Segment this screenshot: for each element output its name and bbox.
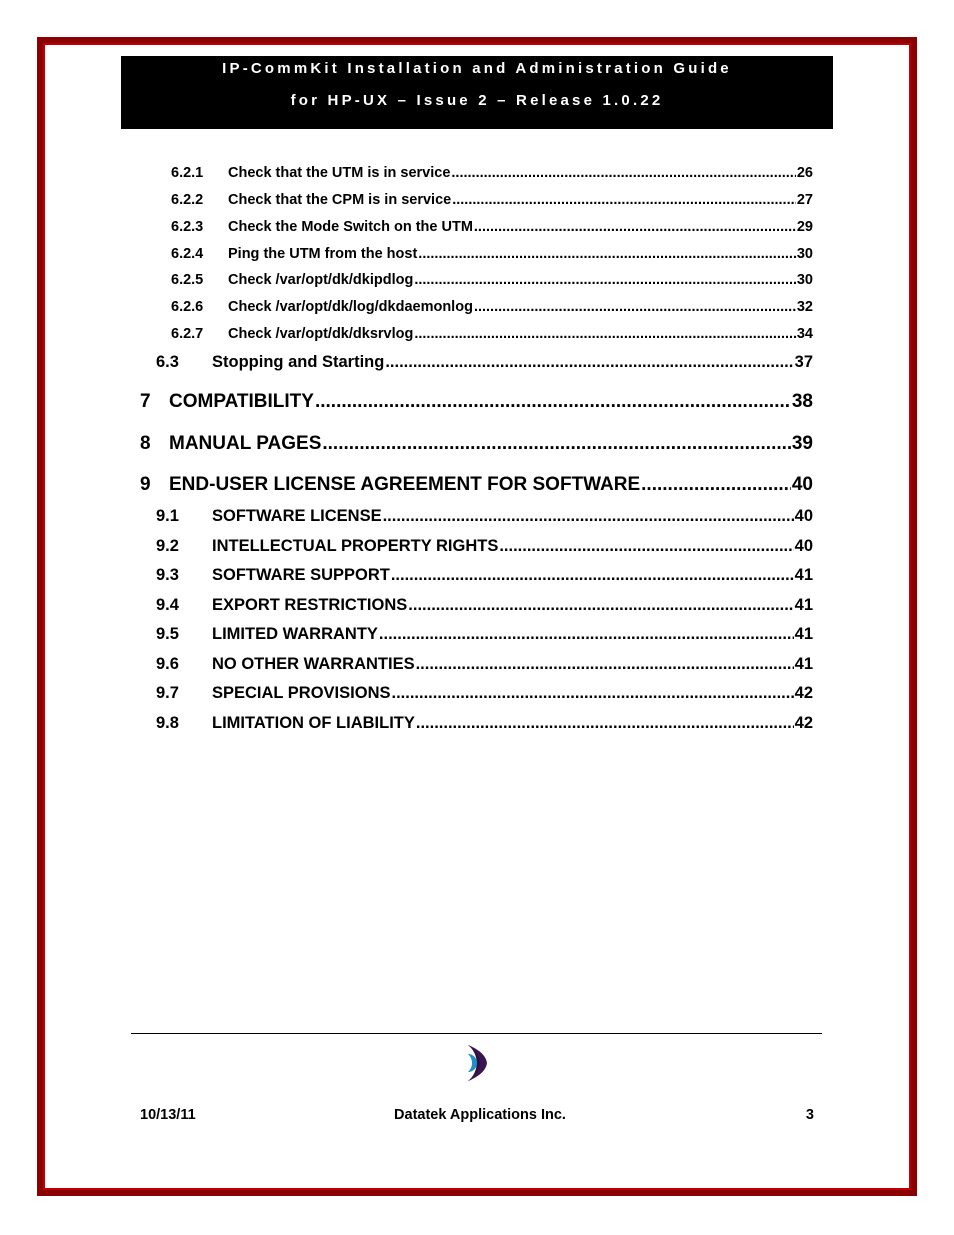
toc-entry-number: 6.2.5 (171, 272, 204, 288)
toc-leader-dots (452, 192, 796, 208)
toc-leader-dots (414, 272, 796, 288)
toc-entry-number: 9 (140, 474, 151, 495)
toc-entry-9[interactable] (140, 474, 813, 496)
toc-entry-number: 9.5 (156, 625, 179, 643)
toc-entry-title: Stopping and Starting (212, 353, 385, 371)
toc-entry-6-2-1[interactable] (171, 165, 813, 181)
toc-entry-title: SOFTWARE SUPPORT (212, 566, 390, 584)
toc-entry-page: 34 (796, 326, 813, 342)
toc-entry-8[interactable] (140, 433, 813, 455)
toc-leader-dots (451, 165, 795, 181)
toc-entry-6-2-3[interactable] (171, 219, 813, 235)
toc-leader-dots (379, 625, 794, 644)
footer-company: Datatek Applications Inc. (394, 1107, 566, 1123)
toc-entry-page: 27 (796, 192, 813, 208)
toc-entry-page: 40 (791, 474, 813, 495)
toc-entry-page: 41 (794, 566, 813, 584)
toc-entry-page: 40 (794, 507, 813, 525)
toc-entry-number: 9.1 (156, 507, 179, 525)
toc-entry-number: 9.2 (156, 537, 179, 555)
toc-entry-number: 6.2.6 (171, 299, 204, 315)
toc-entry-title: SOFTWARE LICENSE (212, 507, 382, 525)
footer-date: 10/13/11 (140, 1107, 196, 1123)
toc-entry-title: INTELLECTUAL PROPERTY RIGHTS (212, 537, 499, 555)
toc-entry-page: 26 (796, 165, 813, 181)
toc-leader-dots (322, 433, 790, 455)
toc-entry-number: 9.6 (156, 655, 179, 673)
toc-entry-page: 32 (796, 299, 813, 315)
toc-entry-page: 30 (796, 272, 813, 288)
toc-entry-title: Check /var/opt/dk/dkipdlog (228, 272, 414, 288)
toc-leader-dots (392, 684, 794, 703)
toc-entry-title: COMPATIBILITY (169, 391, 314, 412)
toc-entry-9-6[interactable] (156, 655, 813, 674)
toc-leader-dots (418, 246, 796, 262)
footer-divider (131, 1033, 822, 1034)
toc-entry-title: EXPORT RESTRICTIONS (212, 596, 408, 614)
toc-entry-number: 9.8 (156, 714, 179, 732)
toc-entry-9-2[interactable] (156, 537, 813, 556)
toc-entry-9-8[interactable] (156, 714, 813, 733)
toc-leader-dots (474, 219, 796, 235)
toc-entry-title: Check that the UTM is in service (228, 165, 451, 181)
toc-leader-dots (315, 391, 791, 413)
toc-entry-6-2-4[interactable] (171, 246, 813, 262)
toc-entry-6-2-7[interactable] (171, 326, 813, 342)
toc-entry-number: 6.2.4 (171, 246, 204, 262)
toc-entry-page: 38 (791, 391, 813, 412)
toc-entry-number: 6.2.1 (171, 165, 204, 181)
toc-entry-number: 6.2.7 (171, 326, 204, 342)
toc-entry-6-3[interactable] (156, 353, 813, 372)
toc-entry-title: NO OTHER WARRANTIES (212, 655, 415, 673)
toc-entry-number: 9.4 (156, 596, 179, 614)
toc-entry-page: 42 (794, 684, 813, 702)
toc-entry-title: Check /var/opt/dk/dksrvlog (228, 326, 414, 342)
toc-entry-title: END-USER LICENSE AGREEMENT FOR SOFTWARE (169, 474, 641, 495)
toc-entry-page: 41 (794, 596, 813, 614)
toc-entry-6-2-6[interactable] (171, 299, 813, 315)
toc-leader-dots (414, 326, 796, 342)
toc-leader-dots (416, 714, 794, 733)
toc-leader-dots (416, 655, 794, 674)
toc-entry-title: MANUAL PAGES (169, 433, 322, 454)
toc-entry-9-1[interactable] (156, 507, 813, 526)
toc-entry-title: Check the Mode Switch on the UTM (228, 219, 473, 235)
toc-entry-title: Ping the UTM from the host (228, 246, 418, 262)
toc-leader-dots (383, 507, 794, 526)
toc-entry-number: 8 (140, 433, 151, 454)
toc-entry-9-5[interactable] (156, 625, 813, 644)
toc-entry-number: 6.3 (156, 353, 179, 371)
toc-entry-page: 41 (794, 655, 813, 673)
toc-leader-dots (391, 566, 794, 585)
toc-leader-dots (641, 474, 791, 496)
toc-entry-title: LIMITATION OF LIABILITY (212, 714, 415, 732)
toc-entry-number: 7 (140, 391, 151, 412)
toc-entry-title: LIMITED WARRANTY (212, 625, 378, 643)
toc-entry-6-2-2[interactable] (171, 192, 813, 208)
header-subtitle: for HP-UX – Issue 2 – Release 1.0.22 (290, 92, 664, 109)
toc-entry-page: 42 (794, 714, 813, 732)
toc-entry-9-4[interactable] (156, 596, 813, 615)
toc-leader-dots (385, 353, 793, 372)
toc-entry-number: 6.2.3 (171, 219, 204, 235)
datatek-logo-icon (456, 1040, 492, 1086)
toc-entry-page: 30 (796, 246, 813, 262)
header-title: IP-CommKit Installation and Administration Guide (222, 60, 732, 77)
toc-leader-dots (474, 299, 796, 315)
toc-entry-page: 39 (791, 433, 813, 454)
toc-entry-title: Check that the CPM is in service (228, 192, 452, 208)
toc-entry-page: 29 (796, 219, 813, 235)
toc-entry-9-3[interactable] (156, 566, 813, 585)
toc-leader-dots (499, 537, 793, 556)
toc-entry-7[interactable] (140, 391, 813, 413)
toc-entry-number: 9.3 (156, 566, 179, 584)
toc-entry-page: 40 (794, 537, 813, 555)
toc-leader-dots (408, 596, 793, 615)
toc-entry-title: Check /var/opt/dk/log/dkdaemonlog (228, 299, 473, 315)
toc-entry-9-7[interactable] (156, 684, 813, 703)
toc-entry-title: SPECIAL PROVISIONS (212, 684, 391, 702)
footer-page-number: 3 (805, 1107, 814, 1123)
toc-entry-number: 6.2.2 (171, 192, 204, 208)
toc-entry-number: 9.7 (156, 684, 179, 702)
toc-entry-6-2-5[interactable] (171, 272, 813, 288)
toc-entry-page: 41 (794, 625, 813, 643)
toc-entry-page: 37 (794, 353, 813, 371)
